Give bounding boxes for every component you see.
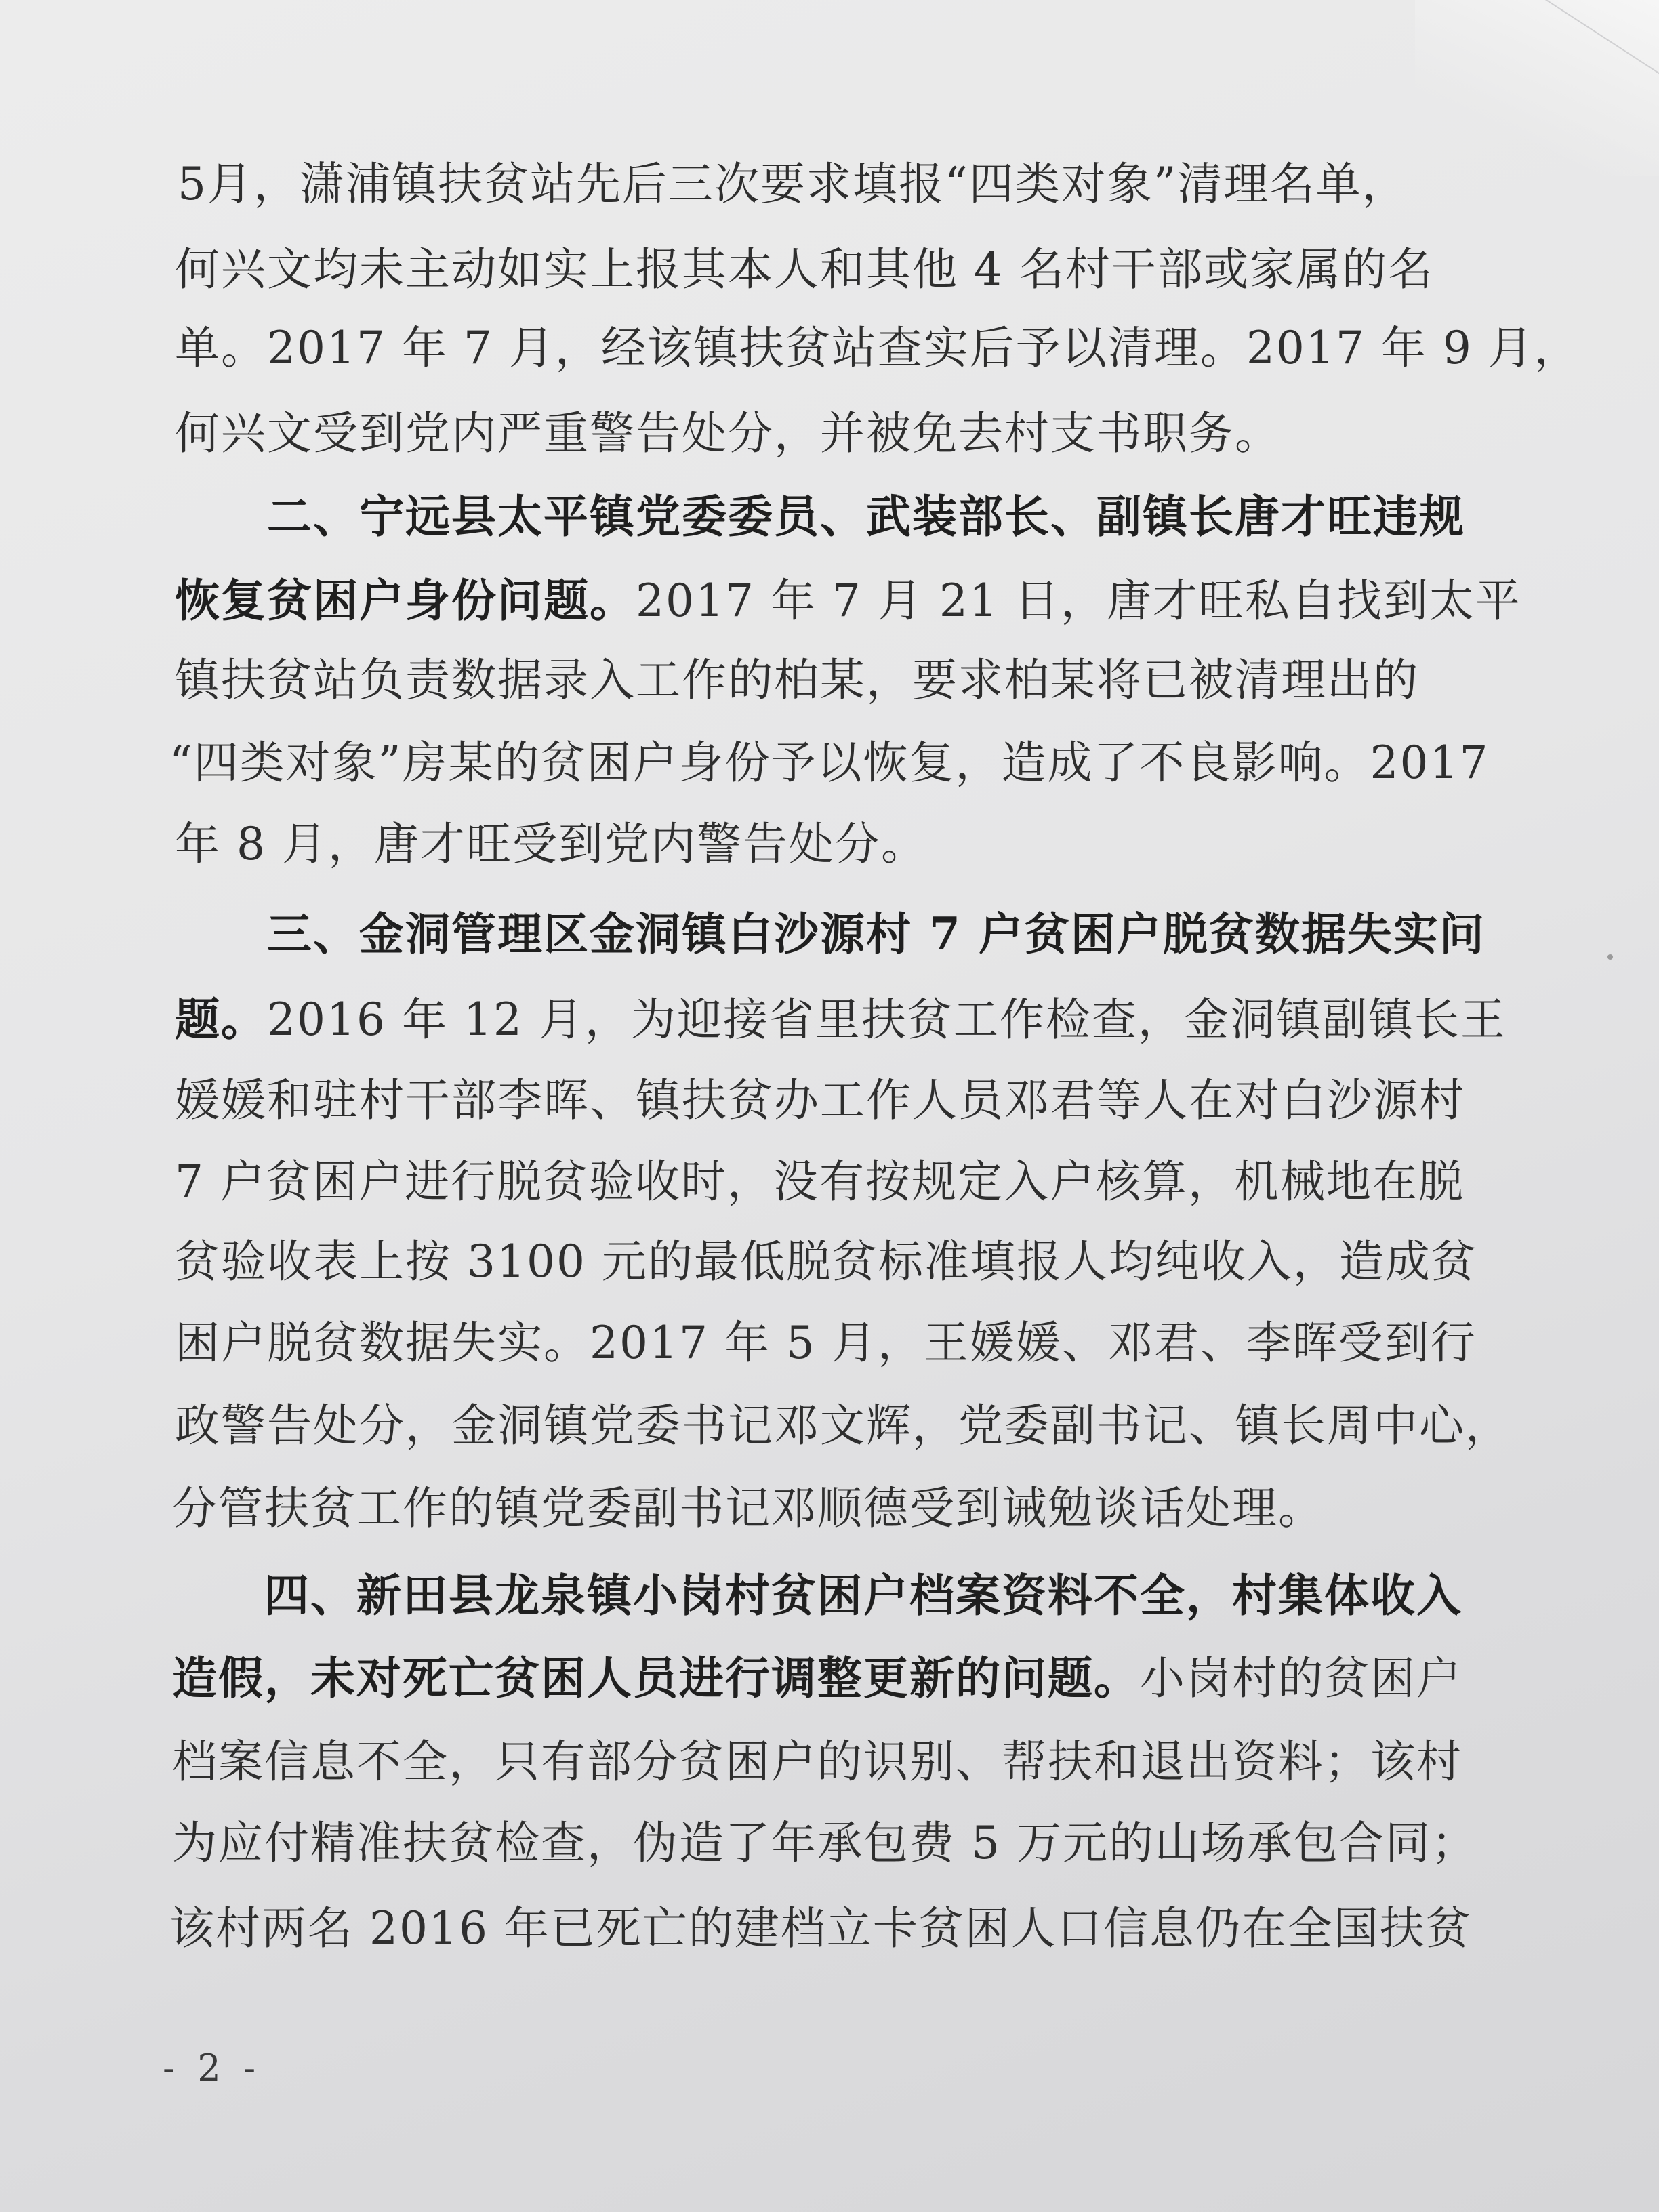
line-text: 年 8 月，唐才旺受到党内警告处分。	[175, 818, 927, 870]
line-text: 该村两名 2016 年已死亡的建档立卡贫困人口信息仍在全国扶贫	[169, 1902, 1472, 1954]
text-line-2	[0, 243, 1659, 297]
line-text: 小岗村的贫困户	[1140, 1652, 1462, 1704]
text-line-8	[0, 736, 1659, 790]
text-line-16	[0, 1399, 1659, 1453]
text-line-13	[0, 1155, 1659, 1209]
line-text: 5月，潇浦镇扶贫站先后三次要求填报“四类对象”清理名单，	[178, 158, 1408, 210]
line-text: 2016 年 12 月，为迎接省里扶贫工作检查，金洞镇副镇长王	[267, 994, 1507, 1046]
line-text: 2017 年 7 月 21 日，唐才旺私自找到太平	[636, 575, 1521, 627]
text-line-7	[0, 653, 1659, 708]
line-text: 为应付精准扶贫检查，伪造了年承包费 5 万元的山场承包合同；	[172, 1817, 1477, 1869]
text-line-14	[0, 1235, 1659, 1289]
line-text: “四类对象”房某的贫困户身份予以恢复，造成了不良影响。2017	[169, 737, 1490, 789]
text-line-22	[0, 1902, 1659, 1956]
line-text: 困户脱贫数据失实。2017 年 5 月，王媛媛、邓君、李晖受到行	[175, 1317, 1477, 1369]
text-line-20	[0, 1735, 1659, 1789]
text-line-15	[0, 1316, 1659, 1370]
text-line-12	[0, 1073, 1659, 1128]
line-text: 何兴文受到党内严重警告处分，并被免去村支书职务。	[175, 407, 1281, 459]
section-heading: 恢复贫困户身份问题。	[175, 574, 636, 627]
page-fold-shadow	[1415, 0, 1659, 176]
section-heading: 题。	[175, 993, 267, 1046]
line-text: 7 户贫困户进行脱贫验收时，没有按规定入户核算，机械地在脱	[175, 1155, 1465, 1208]
text-line-3	[0, 321, 1659, 375]
section-heading: 三、金洞管理区金洞镇白沙源村 7 户贫困户脱贫数据失实问	[267, 907, 1486, 960]
text-line-1	[0, 157, 1659, 211]
section-heading-4-line-1	[0, 1568, 1659, 1623]
margin-mark	[1607, 954, 1613, 960]
line-text: 档案信息不全，只有部分贫困户的识别、帮扶和退出资料；该村	[172, 1736, 1462, 1788]
line-text: 单。2017 年 7 月，经该镇扶贫站查实后予以清理。2017 年 9 月，	[175, 322, 1580, 374]
text-line-4	[0, 407, 1659, 461]
section-heading: 四、新田县龙泉镇小岗村贫困户档案资料不全，村集体收入	[264, 1569, 1462, 1622]
line-text: 政警告处分，金洞镇党委书记邓文辉，党委副书记、镇长周中心，	[175, 1399, 1511, 1452]
section-heading-3-line-1	[0, 907, 1659, 962]
line-text: 贫验收表上按 3100 元的最低脱贫标准填报人均纯收入，造成贫	[175, 1235, 1477, 1288]
section-heading-2-line-2	[0, 573, 1659, 628]
text-line-17	[0, 1481, 1659, 1536]
line-text: 媛媛和驻村干部李晖、镇扶贫办工作人员邓君等人在对白沙源村	[175, 1074, 1465, 1126]
line-text: 镇扶贫站负责数据录入工作的柏某，要求柏某将已被清理出的	[175, 654, 1419, 706]
section-heading: 造假，未对死亡贫困人员进行调整更新的问题。	[172, 1652, 1140, 1704]
line-text: 何兴文均未主动如实上报其本人和其他 4 名村干部或家属的名	[175, 243, 1434, 295]
section-heading-2-line-1	[0, 489, 1659, 544]
section-heading-4-line-2	[0, 1651, 1659, 1706]
page-number: - 2 -	[163, 2047, 262, 2089]
section-heading: 二、宁远县太平镇党委委员、武装部长、副镇长唐才旺违规	[267, 490, 1465, 543]
section-heading-3-line-2	[0, 992, 1659, 1047]
text-line-21	[0, 1816, 1659, 1870]
line-text: 分管扶贫工作的镇党委副书记邓顺德受到诫勉谈话处理。	[172, 1482, 1324, 1534]
text-line-9	[0, 817, 1659, 872]
